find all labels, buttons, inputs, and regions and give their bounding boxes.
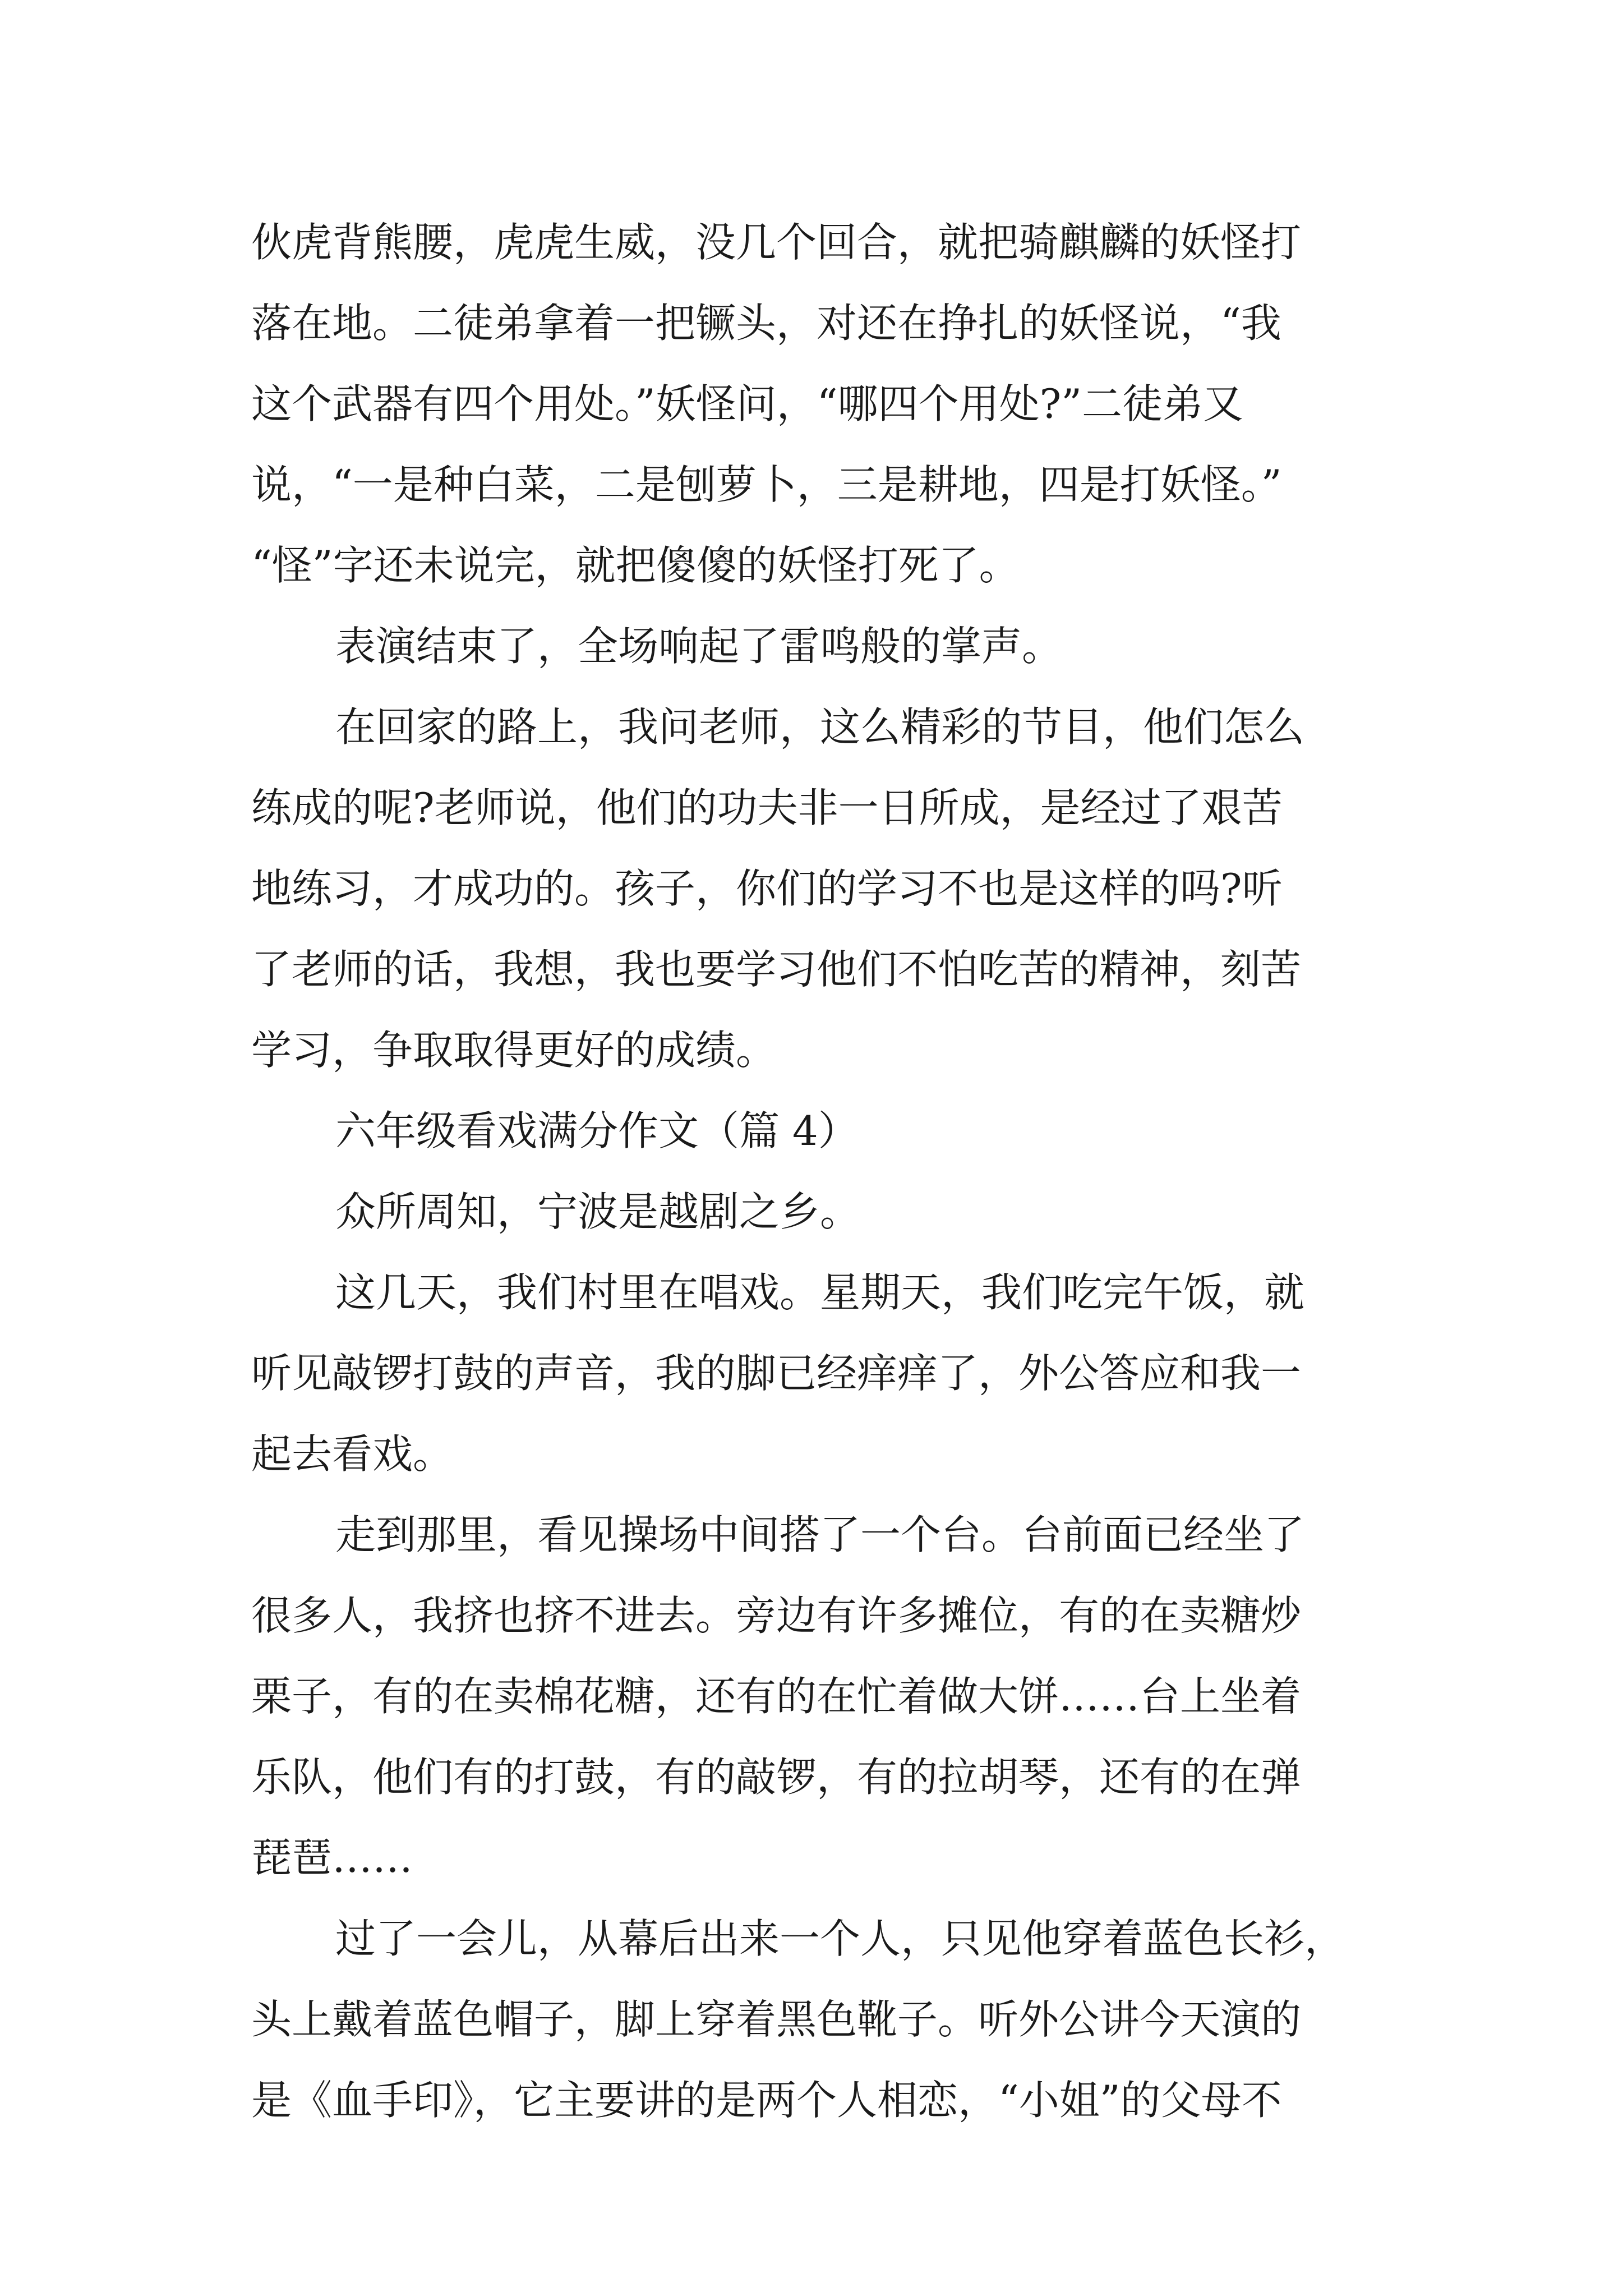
- text-line: 这几天，我们村里在唱戏。星期天，我们吃完午饭，就: [335, 1269, 1305, 1316]
- text-line: 琵琶……: [251, 1834, 413, 1881]
- text-line: 过了一会儿，从幕后出来一个人，只见他穿着蓝色长衫，: [335, 1915, 1345, 1962]
- text-line: 伙虎背熊腰，虎虎生威，没几个回合，就把骑麒麟的妖怪打: [251, 219, 1302, 266]
- text-line: 说，“一是种白菜，二是刨萝卜，三是耕地，四是打妖怪。”: [251, 461, 1282, 508]
- document-body: [251, 202, 1378, 2141]
- text-line: 学习，争取取得更好的成绩。: [251, 1027, 777, 1074]
- text-line: 走到那里，看见操场中间搭了一个台。台前面已经坐了: [335, 1511, 1305, 1558]
- text-line: 表演结束了，全场响起了雷鸣般的掌声。: [335, 623, 1063, 670]
- text-line: 栗子，有的在卖棉花糖，还有的在忙着做大饼……台上坐着: [251, 1673, 1302, 1720]
- text-line: 起去看戏。: [251, 1430, 454, 1478]
- text-line: 六年级看戏满分作文（篇 4）: [335, 1107, 859, 1154]
- text-line: 众所周知，宁波是越剧之乡。: [335, 1188, 861, 1235]
- text-line: 听见敲锣打鼓的声音，我的脚已经痒痒了，外公答应和我一: [251, 1350, 1302, 1397]
- text-line: 乐队，他们有的打鼓，有的敲锣，有的拉胡琴，还有的在弹: [251, 1754, 1302, 1801]
- text-line: 地练习，才成功的。孩子，你们的学习不也是这样的吗?听: [251, 865, 1283, 912]
- text-line: 很多人，我挤也挤不进去。旁边有许多摊位，有的在卖糖炒: [251, 1592, 1302, 1639]
- text-line: “怪”字还未说完，就把傻傻的妖怪打死了。: [251, 542, 1020, 589]
- text-line: 练成的呢?老师说，他们的功夫非一日所成，是经过了艰苦: [251, 784, 1283, 831]
- text-line: 头上戴着蓝色帽子，脚上穿着黑色靴子。听外公讲今天演的: [251, 1996, 1302, 2043]
- text-line: 了老师的话，我想，我也要学习他们不怕吃苦的精神，刻苦: [251, 946, 1302, 993]
- text-line: 落在地。二徒弟拿着一把镢头，对还在挣扎的妖怪说，“我: [251, 300, 1281, 347]
- text-line: 在回家的路上，我问老师，这么精彩的节目，他们怎么: [335, 703, 1305, 751]
- text-line: 这个武器有四个用处。”妖怪问，“哪四个用处?”二徒弟又: [251, 380, 1244, 427]
- text-line: 是《血手印》，它主要讲的是两个人相恋，“小姐”的父母不: [251, 2077, 1282, 2124]
